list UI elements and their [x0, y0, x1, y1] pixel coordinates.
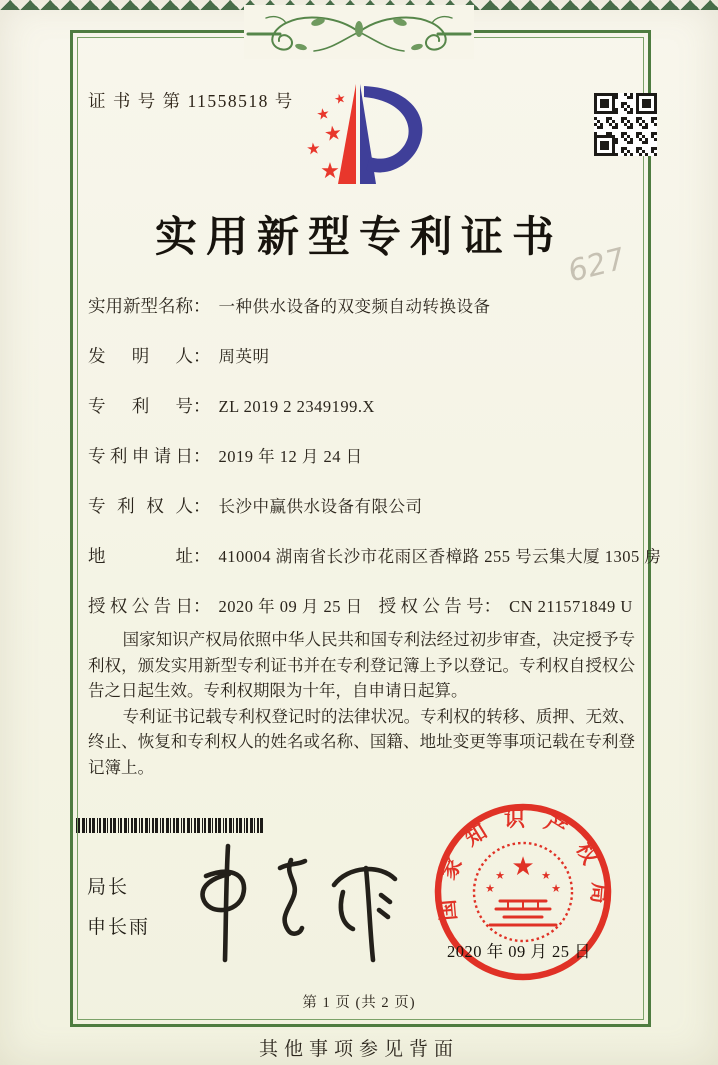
field-colon: ：	[193, 296, 211, 316]
field-label: 授 权 公 告 号	[378, 596, 484, 616]
qr-code	[594, 93, 657, 156]
field-value: 410004 湖南省长沙市花雨区香樟路 255 号云集大厦 1305 房	[218, 547, 662, 566]
field-label: 授 权 公 告 日	[88, 596, 193, 616]
pencil-annotation: 627	[567, 240, 627, 291]
field-row-address	[88, 543, 662, 570]
field-list	[88, 293, 662, 643]
svg-text:★: ★	[320, 159, 340, 184]
director-block	[87, 872, 150, 952]
grant-number-value: CN 211571849 U	[509, 597, 633, 616]
field-label: 专 利 申 请 日	[88, 446, 193, 466]
field-row-name	[88, 293, 636, 320]
director-signature-image	[188, 840, 403, 965]
field-colon: ：	[193, 546, 211, 566]
svg-text:★: ★	[305, 138, 322, 159]
field-value: 周英明	[218, 347, 270, 366]
field-row-filing-date	[88, 443, 636, 470]
field-row-inventor	[88, 343, 636, 370]
svg-text:★: ★	[541, 869, 551, 882]
svg-text:★: ★	[551, 882, 561, 895]
svg-text:★: ★	[495, 869, 505, 882]
seal-ring-text: 国家知识产权局	[433, 807, 613, 922]
field-label: 发 明 人	[88, 346, 193, 366]
page-number: 第 1 页 (共 2 页)	[302, 995, 416, 1011]
barcode	[76, 818, 266, 833]
grant-number-group	[379, 593, 633, 618]
field-value: ZL 2019 2 2349199.X	[218, 397, 375, 416]
field-row-patentee	[88, 493, 636, 520]
svg-text:★: ★	[332, 90, 348, 109]
field-colon: ：	[193, 496, 211, 516]
field-colon: ：	[193, 396, 211, 416]
field-value: 长沙中赢供水设备有限公司	[218, 497, 423, 516]
back-side-note: 其他事项参见背面	[258, 1039, 459, 1060]
legal-paragraph-1: 国家知识产权局依照中华人民共和国专利法经过初步审查，决定授予专利权，颁发实用新型专利证书并在专利登记簿上予以登记。专利权自授权公告之日起生效。专利权期限为十年，自申请日起算。	[88, 630, 635, 700]
seal-date: 2020 年 09 月 25 日	[447, 942, 592, 961]
top-ornament	[244, 5, 474, 59]
director-name: 申长雨	[87, 917, 151, 938]
field-colon: ：	[193, 596, 211, 616]
field-colon: ：	[193, 446, 211, 466]
legal-paragraph-2: 专利证书记载专利权登记时的法律状况。专利权的转移、质押、无效、终止、恢复和专利权人的姓名或名称、国籍、地址变更等事项记载在专利登记簿上。	[88, 706, 635, 777]
field-row-patent-number	[88, 393, 636, 420]
field-label: 实 用 新 型 名 称	[88, 296, 193, 316]
field-row-grant	[88, 593, 636, 620]
certificate-title: 实用新型专利证书	[154, 215, 563, 261]
grant-date-value: 2020 年 09 月 25 日	[218, 597, 363, 616]
svg-text:★: ★	[322, 119, 344, 147]
field-label: 专 利 权 人	[88, 496, 193, 516]
field-label: 专 利 号	[88, 396, 193, 416]
svg-text:★: ★	[314, 104, 332, 125]
field-colon: ：	[193, 346, 211, 366]
field-label: 地 址	[88, 546, 193, 566]
field-value: 2019 年 12 月 24 日	[218, 447, 363, 466]
field-value: 一种供水设备的双变频自动转换设备	[218, 297, 491, 316]
svg-text:★: ★	[485, 882, 495, 895]
certificate-number: 证 书 号 第 11558518 号	[88, 91, 294, 111]
field-colon: ：	[483, 596, 502, 616]
legal-text	[88, 627, 635, 780]
scroll-flourish-icon	[244, 5, 474, 59]
svg-text:★: ★	[511, 852, 535, 882]
director-title: 局长	[87, 877, 130, 898]
cnipa-logo-icon	[292, 80, 432, 190]
